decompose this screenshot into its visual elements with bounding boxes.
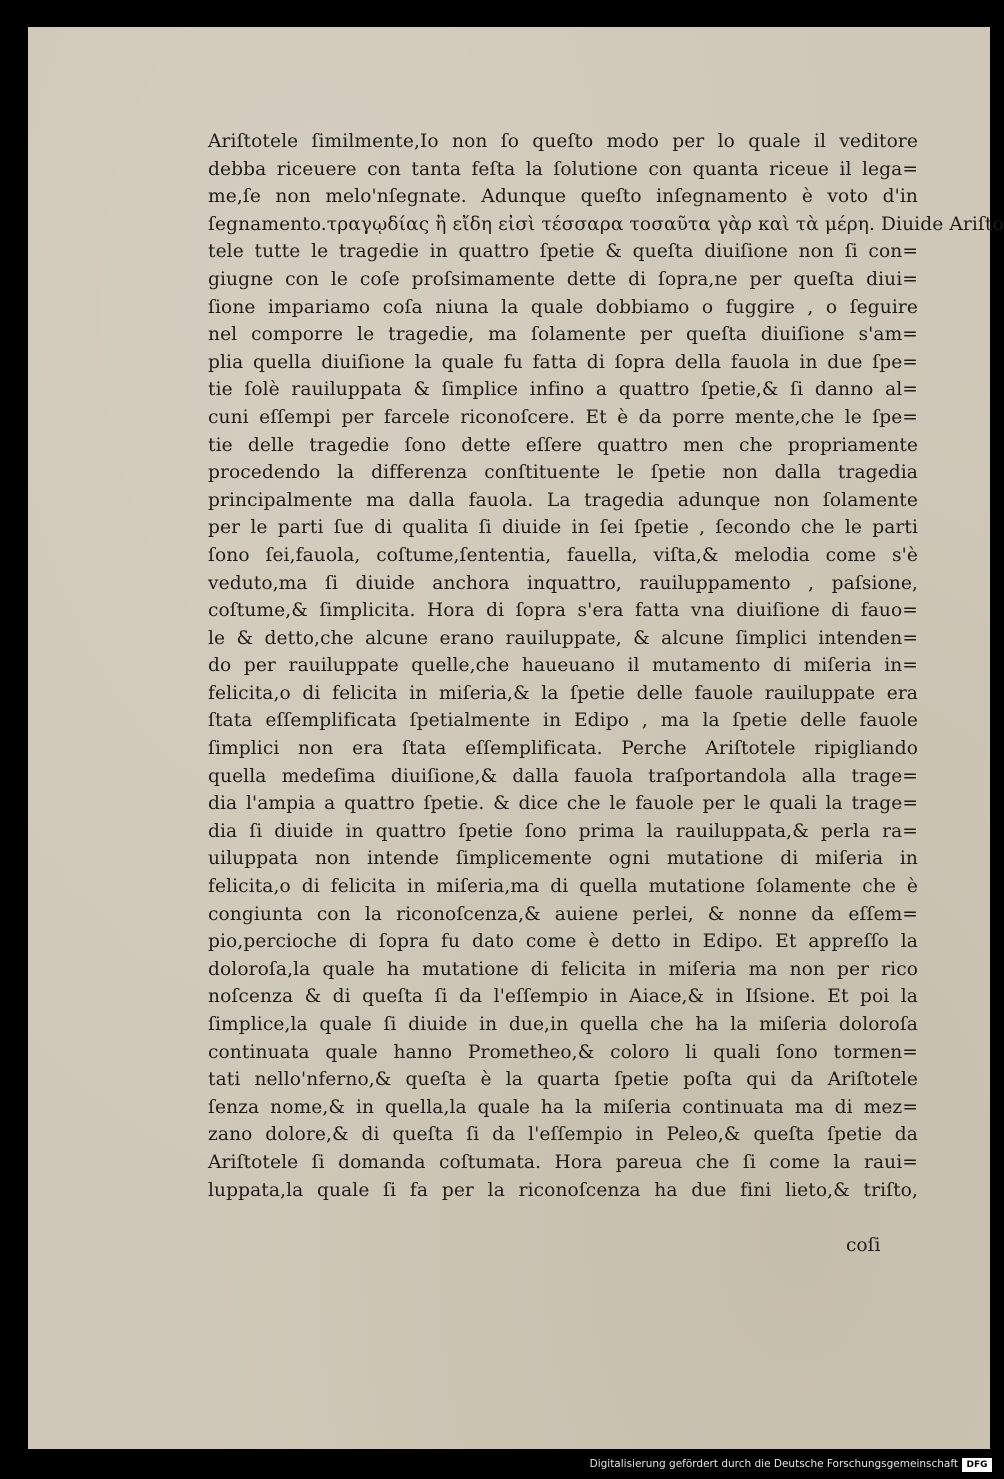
- text-line: procedendo la differenza conſtituente le ſpetie non dalla tragedia: [208, 462, 918, 484]
- text-line: per le parti ſue di qualita ſi diuide in ſei ſpetie , ſecondo che le parti: [208, 517, 918, 539]
- text-line: ſimplice,la quale ſi diuide in due,in quella che ha la miſeria doloroſa: [208, 1014, 918, 1035]
- text-line: congiunta con la riconoſcenza,& auiene perlei, & nonne da eſſem=: [208, 903, 918, 925]
- text-line: tele tutte le tragedie in quattro ſpetie & queſta diuiſione non ſi con=: [208, 241, 918, 263]
- text-line: ſimplici non era ſtata eſſemplificata. Perche Ariſtotele ripigliando: [208, 738, 918, 760]
- text-line: ſono ſei,fauola, coſtume,ſententia, fauella, viſta,& melodia come s'è: [208, 544, 918, 566]
- text-line: ſegnamento.τραγῳδίας ἢ εἴδη εἰσὶ τέσσαρα τοσαῦτα γὰρ καὶ τὰ μέρη. Diuide Ariſto: [208, 213, 1004, 235]
- text-line: uiluppata non intende ſimplicemente ogni mutatione di miſeria in: [208, 848, 918, 870]
- text-line: luppata,la quale ſi fa per la riconoſcenza ha due fini lieto,& triſto,: [208, 1179, 918, 1201]
- text-line: giugne con le coſe proſsimamente dette di ſopra,ne per queſta diui=: [208, 268, 918, 290]
- text-line: principalmente ma dalla fauola. La tragedia adunque non ſolamente: [208, 489, 918, 511]
- text-line: dia l'ampia a quattro ſpetie. & dice che le fauole per le quali la trage=: [208, 793, 918, 815]
- text-line: Ariſtotele ſimilmente,Io non ſo queſto modo per lo quale il veditore: [208, 131, 918, 152]
- text-line: felicita,o di felicita in miſeria,& la ſpetie delle fauole rauiluppate era: [208, 682, 918, 704]
- text-line: noſcenza & di queſta ſi da l'eſſempio in Aiace,& in Iſsione. Et poi la: [208, 986, 918, 1008]
- text-line: tati nello'nferno,& queſta è la quarta ſpetie poſta qui da Ariſtotele: [208, 1069, 918, 1091]
- text-line: debba riceuere con tanta feſta la ſolutione con quanta riceue il lega=: [208, 158, 918, 180]
- funding-credit: Digitalisierung gefördert durch die Deutsche Forschungsgemeinschaft: [589, 1458, 958, 1470]
- text-line: tie ſolè rauiluppata & ſimplice infino a quattro ſpetie,& ſi danno al=: [208, 379, 918, 401]
- text-line: le & detto,che alcune erano rauiluppate, & alcune ſimplici intenden=: [208, 627, 918, 649]
- text-line: ſione impariamo coſa niuna la quale dobbiamo o fuggire , o ſeguire: [208, 296, 918, 318]
- text-line: felicita,o di felicita in miſeria,ma di quella mutatione ſolamente che è: [208, 876, 918, 898]
- text-line: continuata quale hanno Prometheo,& coloro li quali ſono tormen=: [208, 1041, 918, 1063]
- text-line: dia ſi diuide in quattro ſpetie ſono prima la rauiluppata,& perla ra=: [208, 820, 918, 842]
- text-line: plia quella diuiſione la quale fu fatta di ſopra della fauola in due ſpe=: [208, 351, 918, 373]
- dfg-logo-icon: DFG: [962, 1458, 992, 1472]
- text-line: doloroſa,la quale ha mutatione di felicita in miſeria ma non per rico: [208, 958, 918, 980]
- text-line: tie delle tragedie ſono dette eſſere quattro men che propriamente: [208, 434, 918, 456]
- footer-bar: [0, 1456, 1000, 1479]
- body-text: [208, 128, 1004, 1204]
- catchword: coſi: [846, 1235, 881, 1256]
- text-line: cuni eſſempi per farcele riconoſcere. Et è da porre mente,che le ſpe=: [208, 406, 918, 428]
- text-line: coſtume,& ſimplicita. Hora di ſopra s'era fatta vna diuiſione di fauo=: [208, 600, 918, 622]
- text-line: veduto,ma ſi diuide anchora inquattro, rauiluppamento , paſsione,: [208, 572, 918, 594]
- text-line: Ariſtotele ſi domanda coſtumata. Hora pareua che ſi come la raui=: [208, 1151, 918, 1173]
- text-line: ſenza nome,& in quella,la quale ha la miſeria continuata ma di mez=: [208, 1096, 918, 1118]
- text-line: zano dolore,& di queſta ſi da l'eſſempio in Peleo,& queſta ſpetie da: [208, 1124, 918, 1146]
- text-line: me,ſe non melo'nſegnate. Adunque queſto inſegnamento è voto d'in: [208, 186, 918, 208]
- text-line: pio,percioche di ſopra fu dato come è detto in Edipo. Et appreſſo la: [208, 931, 918, 953]
- text-line: quella medeſima diuiſione,& dalla fauola traſportandola alla trage=: [208, 765, 918, 787]
- text-line: nel comporre le tragedie, ma ſolamente per queſta diuiſione s'am=: [208, 324, 918, 346]
- text-line: do per rauiluppate quelle,che haueuano il mutamento di miſeria in=: [208, 655, 918, 677]
- text-line: ſtata eſſemplificata ſpetialmente in Edipo , ma la ſpetie delle fauole: [208, 710, 918, 732]
